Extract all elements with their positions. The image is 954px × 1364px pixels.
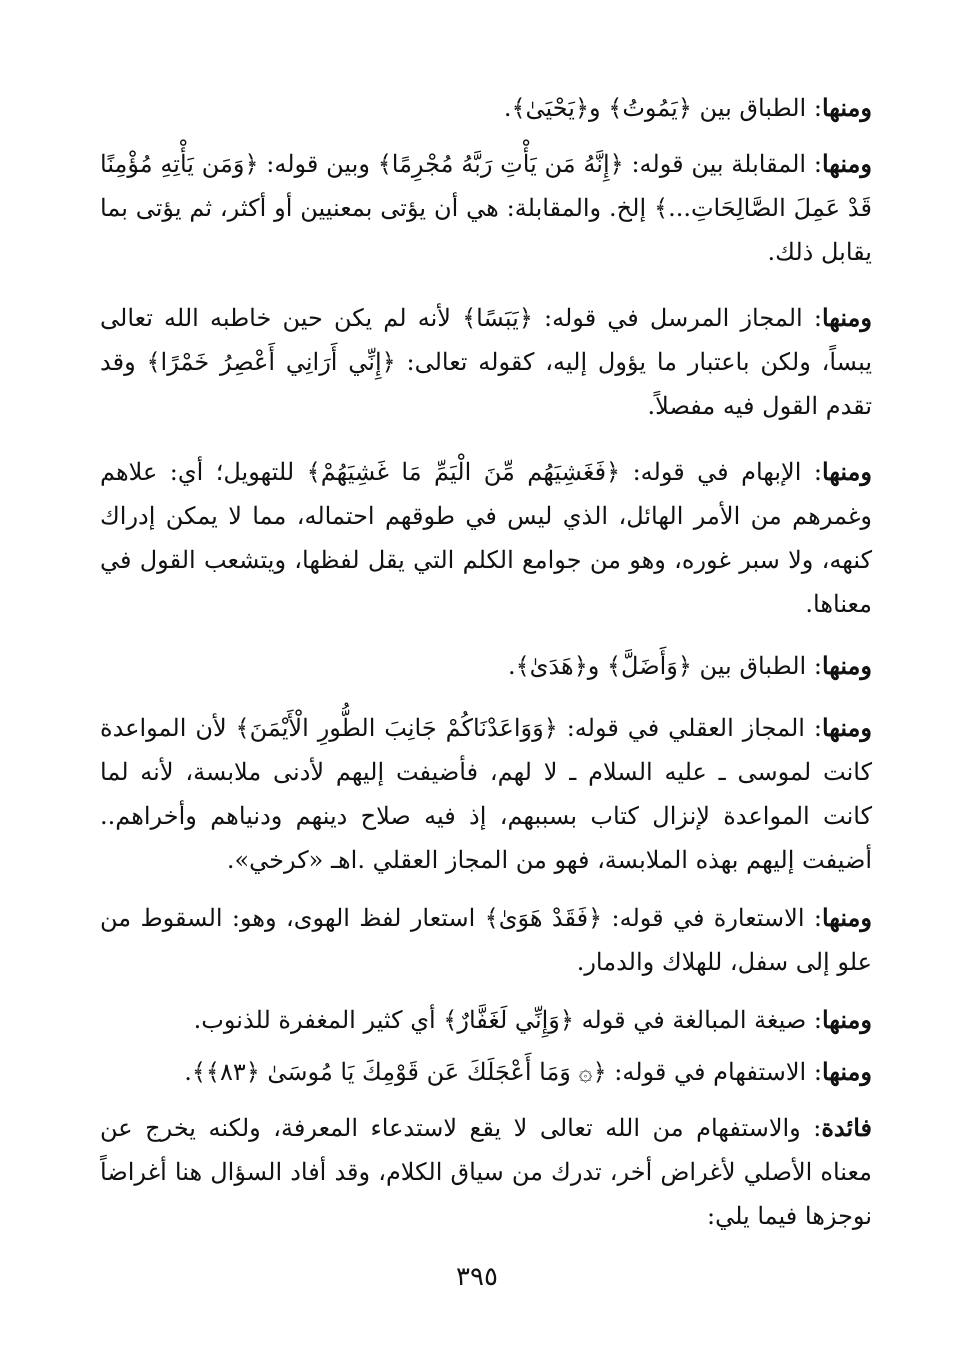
paragraph-5: [100, 644, 872, 688]
paragraph-lead: ومنها: [821, 903, 872, 932]
paragraph-text: : والاستفهام من الله تعالى لا يقع لاستدعاء المعرفة، ولكنه يخرج عن معناه الأصلي لأغراض أخر، تدرك من سياق الكلام، وقد أفاد السؤال هنا أغراضاً نوجزها فيما يلي:: [100, 1114, 872, 1230]
paragraph-lead: فائدة: [821, 1113, 872, 1142]
paragraph-10: [100, 1106, 872, 1238]
paragraph-2: [100, 142, 872, 274]
paragraph-lead: ومنها: [821, 457, 872, 486]
paragraph-6: [100, 706, 872, 882]
paragraph-3: [100, 296, 872, 428]
paragraph-lead: ومنها: [821, 1057, 872, 1086]
paragraph-lead: ومنها: [821, 651, 872, 680]
page-number: ٣٩٥: [456, 1262, 498, 1292]
paragraph-text: : المجاز المرسل في قوله: ﴿يَبَسًا﴾ لأنه لم يكن حين خاطبه الله تعالى يبساً، ولكن باعتبار ما يؤول إليه، كقوله تعالى: ﴿إِنِّي أَرَانِي أَعْصِرُ خَمْرًا﴾ وقد تقدم القول فيه مفصلاً.: [100, 304, 872, 420]
paragraph-8: [100, 998, 872, 1042]
page-body: [100, 86, 872, 1238]
paragraph-4: [100, 450, 872, 626]
paragraph-text: : الإبهام في قوله: ﴿فَغَشِيَهُم مِّنَ الْيَمِّ مَا غَشِيَهُمْ﴾ للتهويل؛ أي: علاهم وغمرهم من الأمر الهائل، الذي ليس في طوقهم احتماله، مما لا يمكن إدراك كنهه، ولا سبر غوره، وهو من جوامع الكلم التي يقل لفظها، ويتشعب القول في معناها.: [100, 458, 872, 618]
paragraph-text: : صيغة المبالغة في قوله ﴿وَإِنِّي لَغَفَّارٌ﴾ أي كثير المغفرة للذنوب.: [193, 1006, 822, 1034]
paragraph-1: [100, 86, 872, 130]
paragraph-text: : الطباق بين ﴿وَأَضَلَّ﴾ و﴿هَدَىٰ﴾.: [507, 652, 822, 680]
paragraph-lead: ومنها: [821, 149, 872, 178]
paragraph-7: [100, 896, 872, 984]
paragraph-text: : الطباق بين ﴿يَمُوتُ﴾ و﴿يَحْيَىٰ﴾.: [503, 94, 822, 122]
paragraph-text: : الاستفهام في قوله: ﴿۞ وَمَا أَعْجَلَكَ عَن قَوْمِكَ يَا مُوسَىٰ ﴿٨٣﴾﴾.: [184, 1058, 822, 1086]
paragraph-lead: ومنها: [821, 713, 872, 742]
paragraph-text: : الاستعارة في قوله: ﴿فَقَدْ هَوَىٰ﴾ استعار لفظ الهوى، وهو: السقوط من علو إلى سفل، للهلاك والدمار.: [100, 904, 872, 976]
paragraph-lead: ومنها: [821, 93, 872, 122]
paragraph-lead: ومنها: [821, 303, 872, 332]
paragraph-text: : المجاز العقلي في قوله: ﴿وَوَاعَدْنَاكُمْ جَانِبَ الطُّورِ الْأَيْمَنَ﴾ لأن المواعدة كانت لموسى ـ عليه السلام ـ لا لهم، فأضيفت إليهم لأدنى ملابسة، لأنه لما كانت المواعدة لإنزال كتاب بسببهم، إذ فيه صلاح دينهم ودنياهم وأخراهم.. أضيفت إليهم بهذه الملابسة، فهو من المجاز العقلي .اهـ «كرخي».: [100, 714, 872, 874]
paragraph-9: [100, 1050, 872, 1094]
paragraph-lead: ومنها: [821, 1005, 872, 1034]
paragraph-text: : المقابلة بين قوله: ﴿إِنَّهُ مَن يَأْتِ رَبَّهُ مُجْرِمًا﴾ وبين قوله: ﴿وَمَن يَأْتِهِ مُؤْمِنًا قَدْ عَمِلَ الصَّالِحَاتِ...﴾ إلخ. والمقابلة: هي أن يؤتى بمعنيين أو أكثر، ثم يؤتى بما يقابل ذلك.: [100, 150, 872, 266]
